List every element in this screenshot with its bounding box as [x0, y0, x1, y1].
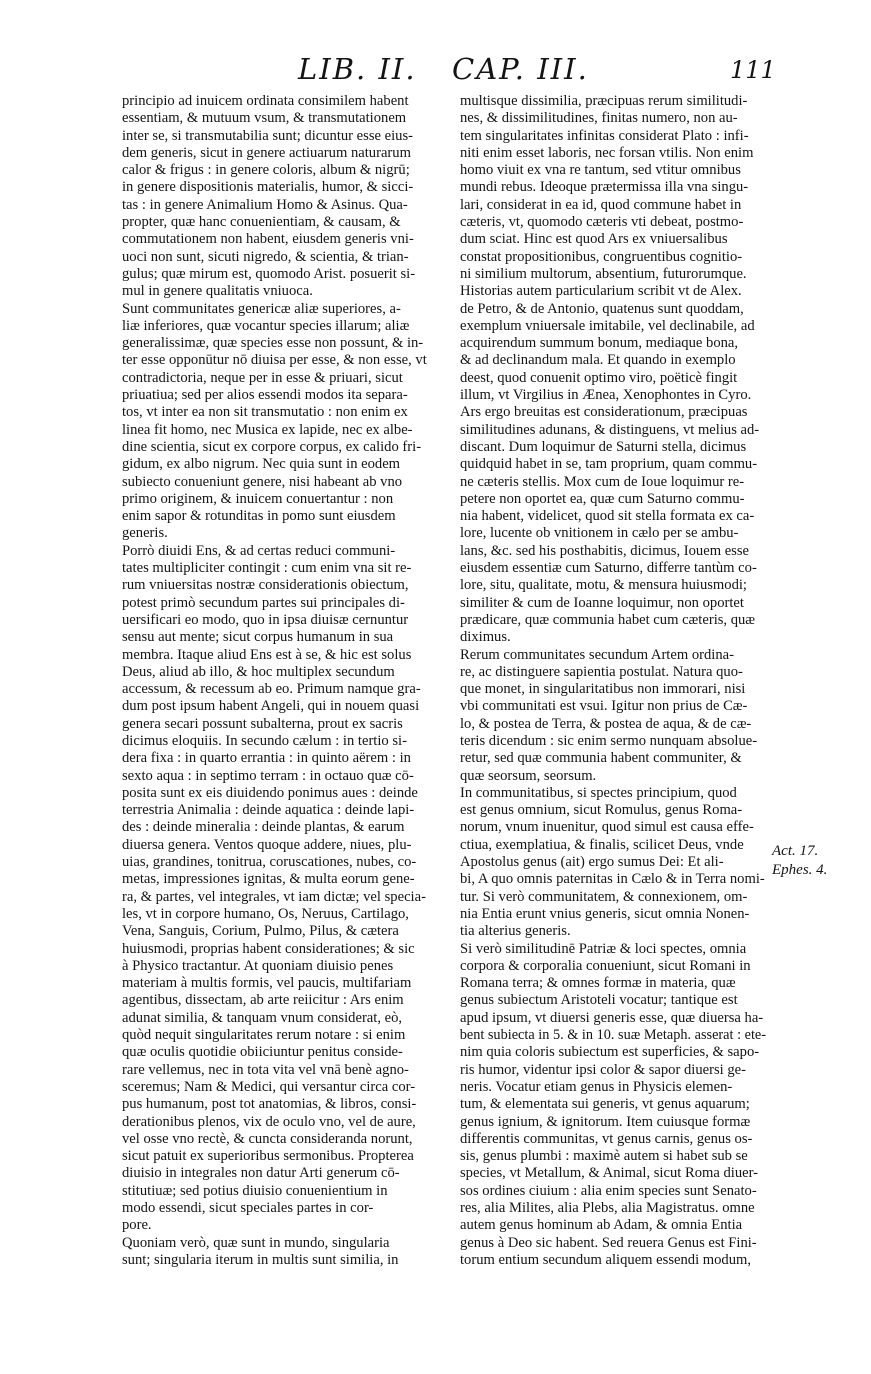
- text-line: nia Entia erunt vnius generis, sicut omnia Nonen-: [460, 905, 750, 922]
- text-line: Sunt communitates genericæ aliæ superiores, a-: [122, 300, 401, 317]
- text-line: genus à Deo sic habent. Sed reuera Genus est Fini-: [460, 1234, 757, 1251]
- text-line: ris humor, videntur ipsi color & sapor diuersi ge-: [460, 1061, 746, 1078]
- text-line: de Petro, & de Antonio, quatenus sunt quoddam,: [460, 300, 744, 317]
- left-column-paragraph: [108, 93, 428, 301]
- text-line: corpora & corporalia conueniunt, sicut Romani in: [460, 957, 751, 974]
- text-line: bi, A quo omnis paternitas in Cælo & in Terra nomi-: [460, 871, 765, 888]
- text-line: potest primò secundum partes sui principales di-: [122, 594, 405, 611]
- text-line: bent subiecta in 5. & in 10. suæ Metaph. asserat : ete-: [459, 1027, 767, 1044]
- text-line: membra. Itaque aliud Ens est à se, & hic est solus: [122, 646, 412, 663]
- text-line: diuisio in integrales non datur Arti generum cō-: [122, 1165, 400, 1182]
- text-line: pore.: [122, 1217, 152, 1234]
- marginal-citation-line: Ephes. 4.: [772, 862, 828, 878]
- text-line: metas, impressiones ignitas, & multa eorum gene-: [122, 871, 415, 888]
- text-line: ctiua, exemplatiua, & finalis, scilicet Deus, vnde: [460, 836, 744, 853]
- text-line: Apostolus genus (ait) ergo sumus Dei: Et ali-: [460, 854, 724, 871]
- running-head-book: LIB. II.: [298, 52, 417, 86]
- text-line: materiam à multis formis, vel paucis, multifariam: [122, 975, 412, 992]
- text-line: generis.: [122, 525, 168, 542]
- text-line: lari, considerat in ea id, quod commune habet in: [460, 196, 742, 213]
- text-line: diuersa genera. Ventos quoque addere, niues, plu-: [122, 836, 412, 853]
- text-line: tum, & elementata sui generis, vt genus aquarum;: [460, 1096, 750, 1113]
- text-line: in genere dispositionis materialis, humor, & sicci-: [122, 179, 414, 196]
- text-line: est genus omnium, sicut Romulus, genus Roma-: [460, 802, 743, 819]
- text-line: niti enim esset laboris, nec forsan vtilis. Non enim: [460, 144, 754, 161]
- text-line: nes, & dissimilitudines, finitas numero, non au-: [460, 110, 738, 127]
- text-line: vel osse vno rectè, & cuncta consideranda norunt,: [122, 1130, 413, 1147]
- text-line: priuatiua; sed per alios essendi modos ita separa-: [122, 387, 408, 404]
- text-line: sis, genus plumbi : maximè autem si habet sub se: [460, 1148, 748, 1165]
- text-line: illum, vt Virgilius in Ænea, Xenophontes in Cyro.: [460, 387, 752, 404]
- text-line: subiecto conueniunt genere, nisi habeant ab vno: [122, 473, 403, 490]
- text-line: apud ipsum, vt diuersi generis esse, quæ diuersa ha-: [460, 1009, 764, 1026]
- text-line: nim quia coloris subiectum est superficies, & sapo-: [460, 1044, 760, 1061]
- text-line: huiusmodi, proprias habent considerationes; & sic: [122, 940, 415, 957]
- text-line: homo viuit ex vna re tantum, sed vtitur omnibus: [460, 162, 741, 179]
- text-line: tates multipliciter contingit : cum enim vna sit re-: [122, 560, 412, 577]
- text-line: similiter & cum de Ioanne loquimur, non oportet: [460, 594, 744, 611]
- text-line: quidquid habet in se, tam proprium, quam commu-: [460, 456, 758, 473]
- text-line: Ars ergo breuitas est considerationum, præcipuas: [460, 404, 748, 421]
- text-line: ra, & partes, vel integrales, vt iam dictæ; vel specia-: [122, 888, 426, 905]
- text-line: prædicare, quæ communia habet cum cæteris, quæ: [460, 611, 756, 628]
- text-line: primo originem, & inuicem conuertantur : non: [122, 490, 394, 507]
- text-line: differentis communitas, vt genus carnis, genus os-: [460, 1130, 753, 1147]
- text-line: sensu aut mente; sicut corpus humanum in sua: [122, 629, 394, 646]
- text-line: terrestria Animalia : deinde aquatica : deinde lapi-: [122, 802, 415, 819]
- left-column-paragraph: [108, 543, 428, 1235]
- text-line: Rerum communitates secundum Artem ordina-: [460, 646, 734, 663]
- text-line: gulus; quæ mirum est, quomodo Arist. posuerit si-: [122, 265, 416, 282]
- text-line: exemplum vniuersale imitabile, vel declinabile, ad: [460, 317, 755, 334]
- text-line: genus subiectum Aristoteli vocatur; tantique est: [460, 992, 738, 1009]
- text-line: pus humanum, post tot anatomias, & libros, consi-: [122, 1096, 417, 1113]
- text-line: lans, &c. sed his posthabitis, dicimus, Iouem esse: [460, 542, 750, 559]
- text-line: multisque dissimilia, præcipuas rerum similitudi-: [460, 93, 748, 109]
- text-line: neris. Vocatur etiam genus in Physicis elemen-: [460, 1078, 733, 1095]
- text-line: contradictoria, neque per in esse & priuari, sicut: [122, 369, 403, 386]
- text-line: mul in genere qualitatis vniuoca.: [122, 283, 313, 300]
- text-line: In communitatibus, si spectes principium, quod: [460, 784, 737, 801]
- marginal-citation: [772, 842, 852, 880]
- text-line: commutationem non habent, eiusdem generis vni-: [122, 231, 414, 248]
- text-line: eiusdem essentiæ cum Saturno, differre tantùm co-: [460, 560, 757, 577]
- marginal-citation-line: Act. 17.: [772, 843, 819, 859]
- text-line: genera secari possunt subalterna, prout ex sacris: [122, 715, 403, 732]
- right-text-column: [446, 93, 766, 1269]
- text-line: Romana terra; & omnes formæ in materia, quæ: [460, 975, 736, 992]
- text-line: diximus.: [460, 629, 511, 646]
- text-line: vbi communitati est vsui. Igitur non prius de Cæ-: [460, 698, 748, 715]
- text-line: principio ad inuicem ordinata consimilem habent: [122, 93, 409, 109]
- text-line: norum, vnum inuenitur, quod simul est causa effe-: [460, 819, 754, 836]
- text-line: dum post ipsum habent Angeli, qui in nouem quasi: [122, 698, 420, 715]
- text-line: autem genus hominum ab Adam, & omnia Entia: [460, 1217, 743, 1234]
- running-head-chapter: CAP. III.: [452, 52, 589, 86]
- text-line: ter esse opponūtur nō diuisa per esse, & non esse, vt: [122, 352, 427, 369]
- text-line: derationibus plenos, vix de oculo vno, vel de aure,: [122, 1113, 416, 1130]
- text-line: des : deinde mineralia : deinde plantas, & earum: [122, 819, 405, 836]
- text-line: ni similium multorum, absentium, futurorumque.: [460, 265, 747, 282]
- text-line: dem generis, sicut in genere actiuarum naturarum: [122, 144, 411, 161]
- text-line: uias, grandines, tonitrua, coruscationes, nubes, co-: [122, 854, 417, 871]
- text-line: accessum, & recessum ab eo. Primum namque gra-: [122, 681, 421, 698]
- text-line: Porrò diuidi Ens, & ad certas reduci communi-: [122, 542, 396, 559]
- text-line: gidum, ex albo nigrum. Nec quia sunt in eodem: [122, 456, 401, 473]
- text-line: Si verò similitudinē Patriæ & loci spectes, omnia: [460, 940, 747, 957]
- text-line: stitutiuæ; sed potius diuisio conuenientium in: [122, 1182, 388, 1199]
- text-line: genus ignium, & ignitorum. Item cuiusque formæ: [460, 1113, 751, 1130]
- text-line: Quoniam verò, quæ sunt in mundo, singularia: [122, 1234, 390, 1251]
- text-line: similitudines adunans, & distinguens, vt melius ad-: [460, 421, 760, 438]
- right-column-paragraph: [446, 93, 766, 647]
- text-line: torum entium secundum aliquem essendi modum,: [460, 1251, 752, 1268]
- text-line: lore, lucente ob vnitionem in cælo per se ambu-: [460, 525, 739, 542]
- text-line: deest, quod conuenit optimo viro, poëticè fingit: [460, 369, 738, 386]
- text-line: constat propositionibus, congruentibus cognitio-: [460, 248, 743, 265]
- text-line: sceremus; Nam & Medici, qui versantur circa cor-: [122, 1078, 416, 1095]
- text-line: liæ inferiores, quæ vocantur species illarum; aliæ: [122, 317, 410, 334]
- text-line: adunat similia, & tanquam vnum considerat, eò,: [122, 1009, 403, 1026]
- text-line: sicut patuit ex superioribus sermonibus. Propterea: [122, 1148, 414, 1165]
- text-line: essentiam, & mutuum vsum, & transmutationem: [122, 110, 407, 127]
- text-line: enim sapor & rotunditas in pomo sunt eiusdem: [122, 508, 396, 525]
- text-line: Historias autem particularium scribit vt de Alex.: [460, 283, 742, 300]
- text-line: agentibus, dissectam, ab arte reiicitur : Ars enim: [122, 992, 404, 1009]
- text-line: tas : in genere Animalium Homo & Asinus. Qua-: [122, 196, 408, 213]
- text-line: generalissimæ, quæ species esse non possunt, & in-: [122, 335, 424, 352]
- text-line: propter, quæ hanc conuenientiam, & causam, &: [122, 214, 401, 231]
- text-line: species, vt Metallum, & Animal, sicut Roma diuer-: [460, 1165, 759, 1182]
- text-line: quæ seorsum, seorsum.: [460, 767, 597, 784]
- running-header: [0, 38, 871, 88]
- text-line: sexto aqua : in septimo terram : in octauo quæ cō-: [122, 767, 414, 784]
- text-line: mundi rebus. Ideoque prætermissa illa vna singu-: [460, 179, 749, 196]
- text-line: & ad declinandum mala. Et quando in exemplo: [460, 352, 736, 369]
- text-line: inter se, si transmutabilia sunt; dicuntur esse eius-: [122, 127, 414, 144]
- page-number: 111: [730, 56, 776, 84]
- left-column-paragraph: [108, 301, 428, 543]
- text-line: ne cæteris stellis. Mox cum de Ioue loquimur re-: [460, 473, 745, 490]
- left-column-paragraph: [108, 1235, 428, 1270]
- text-line: re, ac distinguere sapientia postulat. Natura quo-: [460, 663, 743, 680]
- text-line: rare vellemus, nec in tota vita vel vnā benè agno-: [122, 1061, 409, 1078]
- text-line: sos ordines ciuium : alia enim species sunt Senato-: [460, 1182, 757, 1199]
- text-line: teris dicendum : sic enim sermo nunquam absolue-: [460, 732, 758, 749]
- text-line: posita sunt ex eis diuidendo ponimus aues : deinde: [122, 784, 418, 801]
- text-line: cæteris, vt, quomodo cæteris vti debeat, postmo-: [460, 214, 744, 231]
- text-line: rum vniuersitas nostræ considerationis obiectum,: [122, 577, 409, 594]
- text-line: quæ oculis quotidie obiiciuntur penitus conside-: [122, 1044, 403, 1061]
- text-line: dum sciat. Hinc est quod Ars ex vniuersalibus: [460, 231, 728, 248]
- left-text-column: [108, 93, 428, 1269]
- text-line: uersificari eo modo, quo in ipsa diuisæ cernuntur: [122, 611, 409, 628]
- text-line: Vena, Sanguis, Corium, Pulmo, Pilus, & cætera: [122, 923, 399, 940]
- text-line: discant. Dum loquimur de Saturni stella, dicimus: [460, 438, 747, 455]
- text-line: à Physico tractantur. At quoniam diuisio penes: [122, 957, 394, 974]
- right-column-paragraph: [446, 941, 766, 1270]
- text-line: modo essendi, sicut speciales partes in cor-: [122, 1200, 374, 1216]
- text-line: calor & frigus : in genere coloris, album & nigrū;: [122, 162, 410, 179]
- text-line: tia alterius generis.: [460, 923, 571, 940]
- text-line: petere non oportet ea, quæ cum Saturno commu-: [460, 490, 745, 507]
- text-line: lore, situ, qualitate, motu, & mensura huiusmodi;: [460, 577, 747, 594]
- text-line: dicimus eloquiis. In secundo cælum : in tertio si-: [122, 732, 407, 749]
- text-line: dine scientia, sicut ex corpore corpus, ex calido fri-: [122, 438, 422, 455]
- text-line: tos, vt inter ea non sit transmutatio : non enim ex: [122, 404, 408, 421]
- right-column-paragraph: [446, 785, 766, 941]
- text-line: que monet, in singularitatibus non immorari, nisi: [460, 681, 746, 698]
- text-line: les, vt in corpore humano, Os, Neruus, Cartilago,: [122, 905, 409, 922]
- text-line: Deus, aliud ab illo, & hoc multiplex secundum: [122, 663, 395, 680]
- right-column-paragraph: [446, 647, 766, 785]
- text-line: tem singularitates infinitas considerat Plato : infi-: [460, 127, 749, 144]
- text-line: dera fixa : in quarto errantia : in quinto aërem : in: [122, 750, 411, 767]
- text-line: res, alia Milites, alia Plebs, alia Magistratus. omne: [460, 1200, 755, 1216]
- text-line: lo, & postea de Terra, & postea de aqua, & de cæ-: [460, 715, 752, 732]
- text-line: sunt; singularia iterum in multis sunt similia, in: [122, 1251, 399, 1268]
- text-line: uoci non sunt, sicuti nigredo, & scientia, & trian-: [122, 248, 409, 265]
- text-line: quòd nequit singularitates rerum notare : si enim: [122, 1027, 406, 1044]
- text-line: retur, sed quæ communia habent communiter, &: [460, 750, 742, 767]
- text-line: tur. Si verò communitatem, & connexionem, om-: [460, 888, 748, 905]
- text-line: linea fit homo, nec Musica ex lapide, nec ex albe-: [122, 421, 413, 438]
- text-line: nia habent, videlicet, quod sit stella formata ex ca-: [460, 508, 755, 525]
- text-line: acquirendum summum bonum, mediaque bona,: [460, 335, 739, 352]
